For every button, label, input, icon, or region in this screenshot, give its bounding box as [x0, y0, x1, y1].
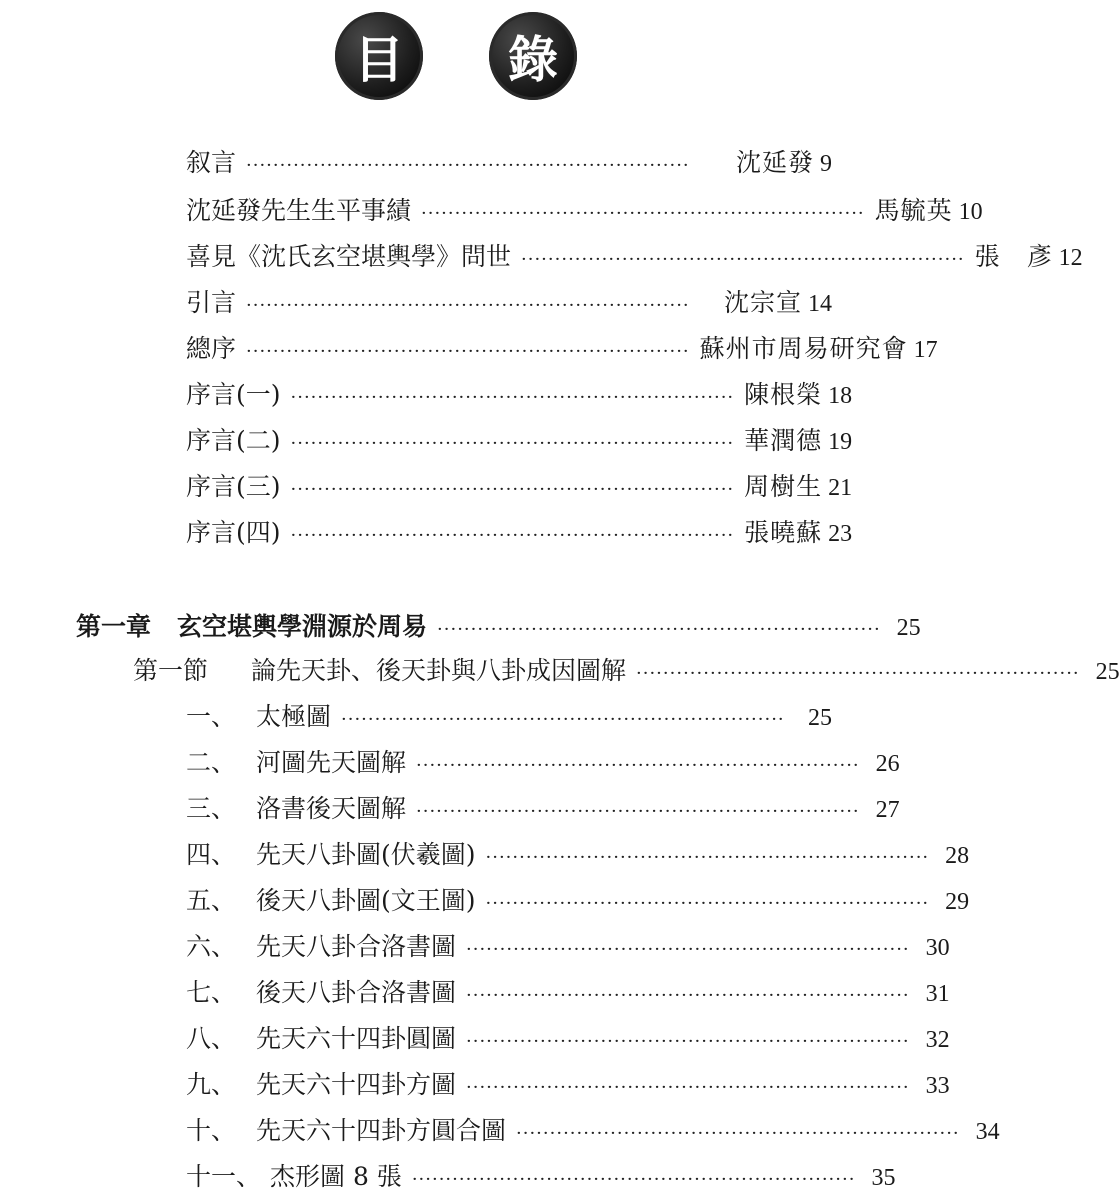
entry-title: 太極圖: [256, 702, 332, 731]
toc-entry[interactable]: [186, 886, 970, 919]
dot-leader: ··································································: [485, 893, 930, 914]
entry-author: 華潤德: [744, 426, 823, 455]
entry-title: 沈延發先生生平事績: [186, 196, 412, 225]
toc-entry[interactable]: [186, 334, 938, 367]
entry-title: 叙言: [186, 148, 237, 177]
toc-entry[interactable]: [186, 702, 832, 735]
dot-leader: ··································································: [636, 663, 1080, 684]
entry-title: 先天六十四卦圓圖: [256, 1024, 457, 1053]
entry-page: 25: [1095, 659, 1120, 685]
toc-entry[interactable]: [186, 1070, 950, 1103]
item-number: 十一、: [186, 1162, 262, 1191]
entry-title: 序言(二): [186, 426, 281, 455]
entry-author: 陳根榮: [744, 380, 823, 409]
dot-leader: ··································································: [416, 755, 860, 776]
entry-page: 14: [808, 291, 832, 317]
chapter-entry[interactable]: [76, 612, 921, 645]
toc-entry[interactable]: [186, 1024, 950, 1057]
heading-char-2: 錄: [508, 31, 558, 89]
toc-entry[interactable]: [186, 288, 832, 321]
entry-page: 21: [828, 475, 853, 501]
dot-leader: ··································································: [290, 525, 735, 546]
entry-title: 序言(四): [186, 518, 281, 547]
entry-title: 先天八卦合洛書圖: [256, 932, 457, 961]
toc-entry[interactable]: [186, 932, 950, 965]
dot-leader: ··································································: [437, 619, 881, 640]
section-entry[interactable]: [133, 656, 1120, 689]
entry-author: 沈延發: [735, 148, 814, 177]
entry-page: 9: [820, 151, 832, 177]
toc-entry[interactable]: [186, 840, 970, 873]
heading-badge-mu: [335, 12, 423, 100]
toc-entry[interactable]: [186, 978, 950, 1011]
entry-title: 河圖先天圖解: [256, 748, 407, 777]
entry-author: 蘇州市周易研究會: [699, 334, 908, 363]
dot-leader: ··································································: [416, 801, 860, 822]
entry-title: 序言(三): [186, 472, 281, 501]
entry-title: 先天六十四卦方圓合圖: [256, 1116, 507, 1145]
dot-leader: ··································································: [246, 341, 690, 362]
toc-entry[interactable]: [186, 748, 900, 781]
entry-page: 28: [945, 843, 970, 869]
toc-entry[interactable]: [186, 148, 832, 181]
entry-author: 馬毓英: [874, 196, 953, 225]
entry-page: 25: [808, 705, 832, 731]
chapter-number: 第一章: [76, 612, 152, 641]
entry-page: 17: [913, 337, 938, 363]
entry-page: 23: [828, 521, 853, 547]
dot-leader: ··································································: [421, 203, 865, 224]
entry-author: 張曉蘇: [744, 518, 823, 547]
entry-page: 10: [958, 199, 983, 225]
item-number: 五、: [186, 886, 237, 915]
entry-title: 喜見《沈氏玄空堪輿學》問世: [186, 242, 512, 271]
entry-page: 35: [871, 1165, 896, 1191]
entry-page: 19: [828, 429, 853, 455]
item-number: 七、: [186, 978, 237, 1007]
entry-title: 先天六十四卦方圖: [256, 1070, 457, 1099]
entry-page: 18: [828, 383, 853, 409]
toc-entry[interactable]: [186, 196, 983, 229]
dot-leader: ··································································: [290, 479, 735, 500]
item-number: 三、: [186, 794, 237, 823]
heading-char-1: 目: [354, 31, 404, 89]
dot-leader: ··································································: [521, 249, 965, 270]
entry-title: 引言: [186, 288, 237, 317]
item-number: 二、: [186, 748, 237, 777]
chapter-title: 玄空堪輿學淵源於周易: [177, 612, 428, 641]
item-number: 六、: [186, 932, 237, 961]
entry-page: 27: [875, 797, 900, 823]
toc-entry[interactable]: [186, 518, 853, 551]
heading-badge-lu: [489, 12, 577, 100]
entry-page: 25: [896, 615, 921, 641]
entry-page: 33: [925, 1073, 950, 1099]
entry-title: 總序: [186, 334, 237, 363]
item-number: 十、: [186, 1116, 237, 1145]
dot-leader: ··································································: [290, 387, 735, 408]
entry-title: 杰形圖 8 張: [270, 1162, 402, 1191]
dot-leader: ··································································: [466, 1031, 910, 1052]
dot-leader: ··································································: [466, 985, 910, 1006]
toc-entry[interactable]: [186, 380, 853, 413]
dot-leader: ··································································: [485, 847, 930, 868]
dot-leader: ··································································: [411, 1169, 856, 1190]
entry-author: 張 彥: [974, 242, 1053, 271]
item-number: 八、: [186, 1024, 237, 1053]
toc-entry[interactable]: [186, 472, 853, 505]
section-number: 第一節: [133, 656, 209, 685]
toc-entry[interactable]: [186, 242, 1083, 275]
entry-title: 後天八卦合洛書圖: [256, 978, 457, 1007]
entry-page: 34: [975, 1119, 1000, 1145]
dot-leader: ··································································: [516, 1123, 960, 1144]
entry-author: 周樹生: [744, 472, 823, 501]
entry-title: 後天八卦圖(文王圖): [256, 886, 476, 915]
entry-page: 30: [925, 935, 950, 961]
section-title: 論先天卦、後天卦與八卦成因圖解: [251, 656, 627, 685]
dot-leader: ··································································: [466, 939, 910, 960]
dot-leader: ··································································: [341, 709, 785, 730]
dot-leader: ··································································: [246, 155, 690, 176]
toc-entry[interactable]: [186, 1116, 1000, 1149]
toc-entry[interactable]: [186, 1162, 896, 1195]
entry-title: 先天八卦圖(伏羲圖): [256, 840, 476, 869]
toc-entry[interactable]: [186, 426, 853, 459]
dot-leader: ··································································: [290, 433, 735, 454]
entry-title: 洛書後天圖解: [256, 794, 407, 823]
item-number: 一、: [186, 702, 237, 731]
entry-title: 序言(一): [186, 380, 281, 409]
entry-page: 32: [925, 1027, 950, 1053]
entry-page: 12: [1058, 245, 1083, 271]
toc-entry[interactable]: [186, 794, 900, 827]
dot-leader: ··································································: [466, 1077, 910, 1098]
entry-author: 沈宗宣: [723, 288, 802, 317]
item-number: 九、: [186, 1070, 237, 1099]
entry-page: 29: [945, 889, 970, 915]
entry-page: 26: [875, 751, 900, 777]
entry-page: 31: [925, 981, 950, 1007]
item-number: 四、: [186, 840, 237, 869]
dot-leader: ··································································: [246, 295, 690, 316]
